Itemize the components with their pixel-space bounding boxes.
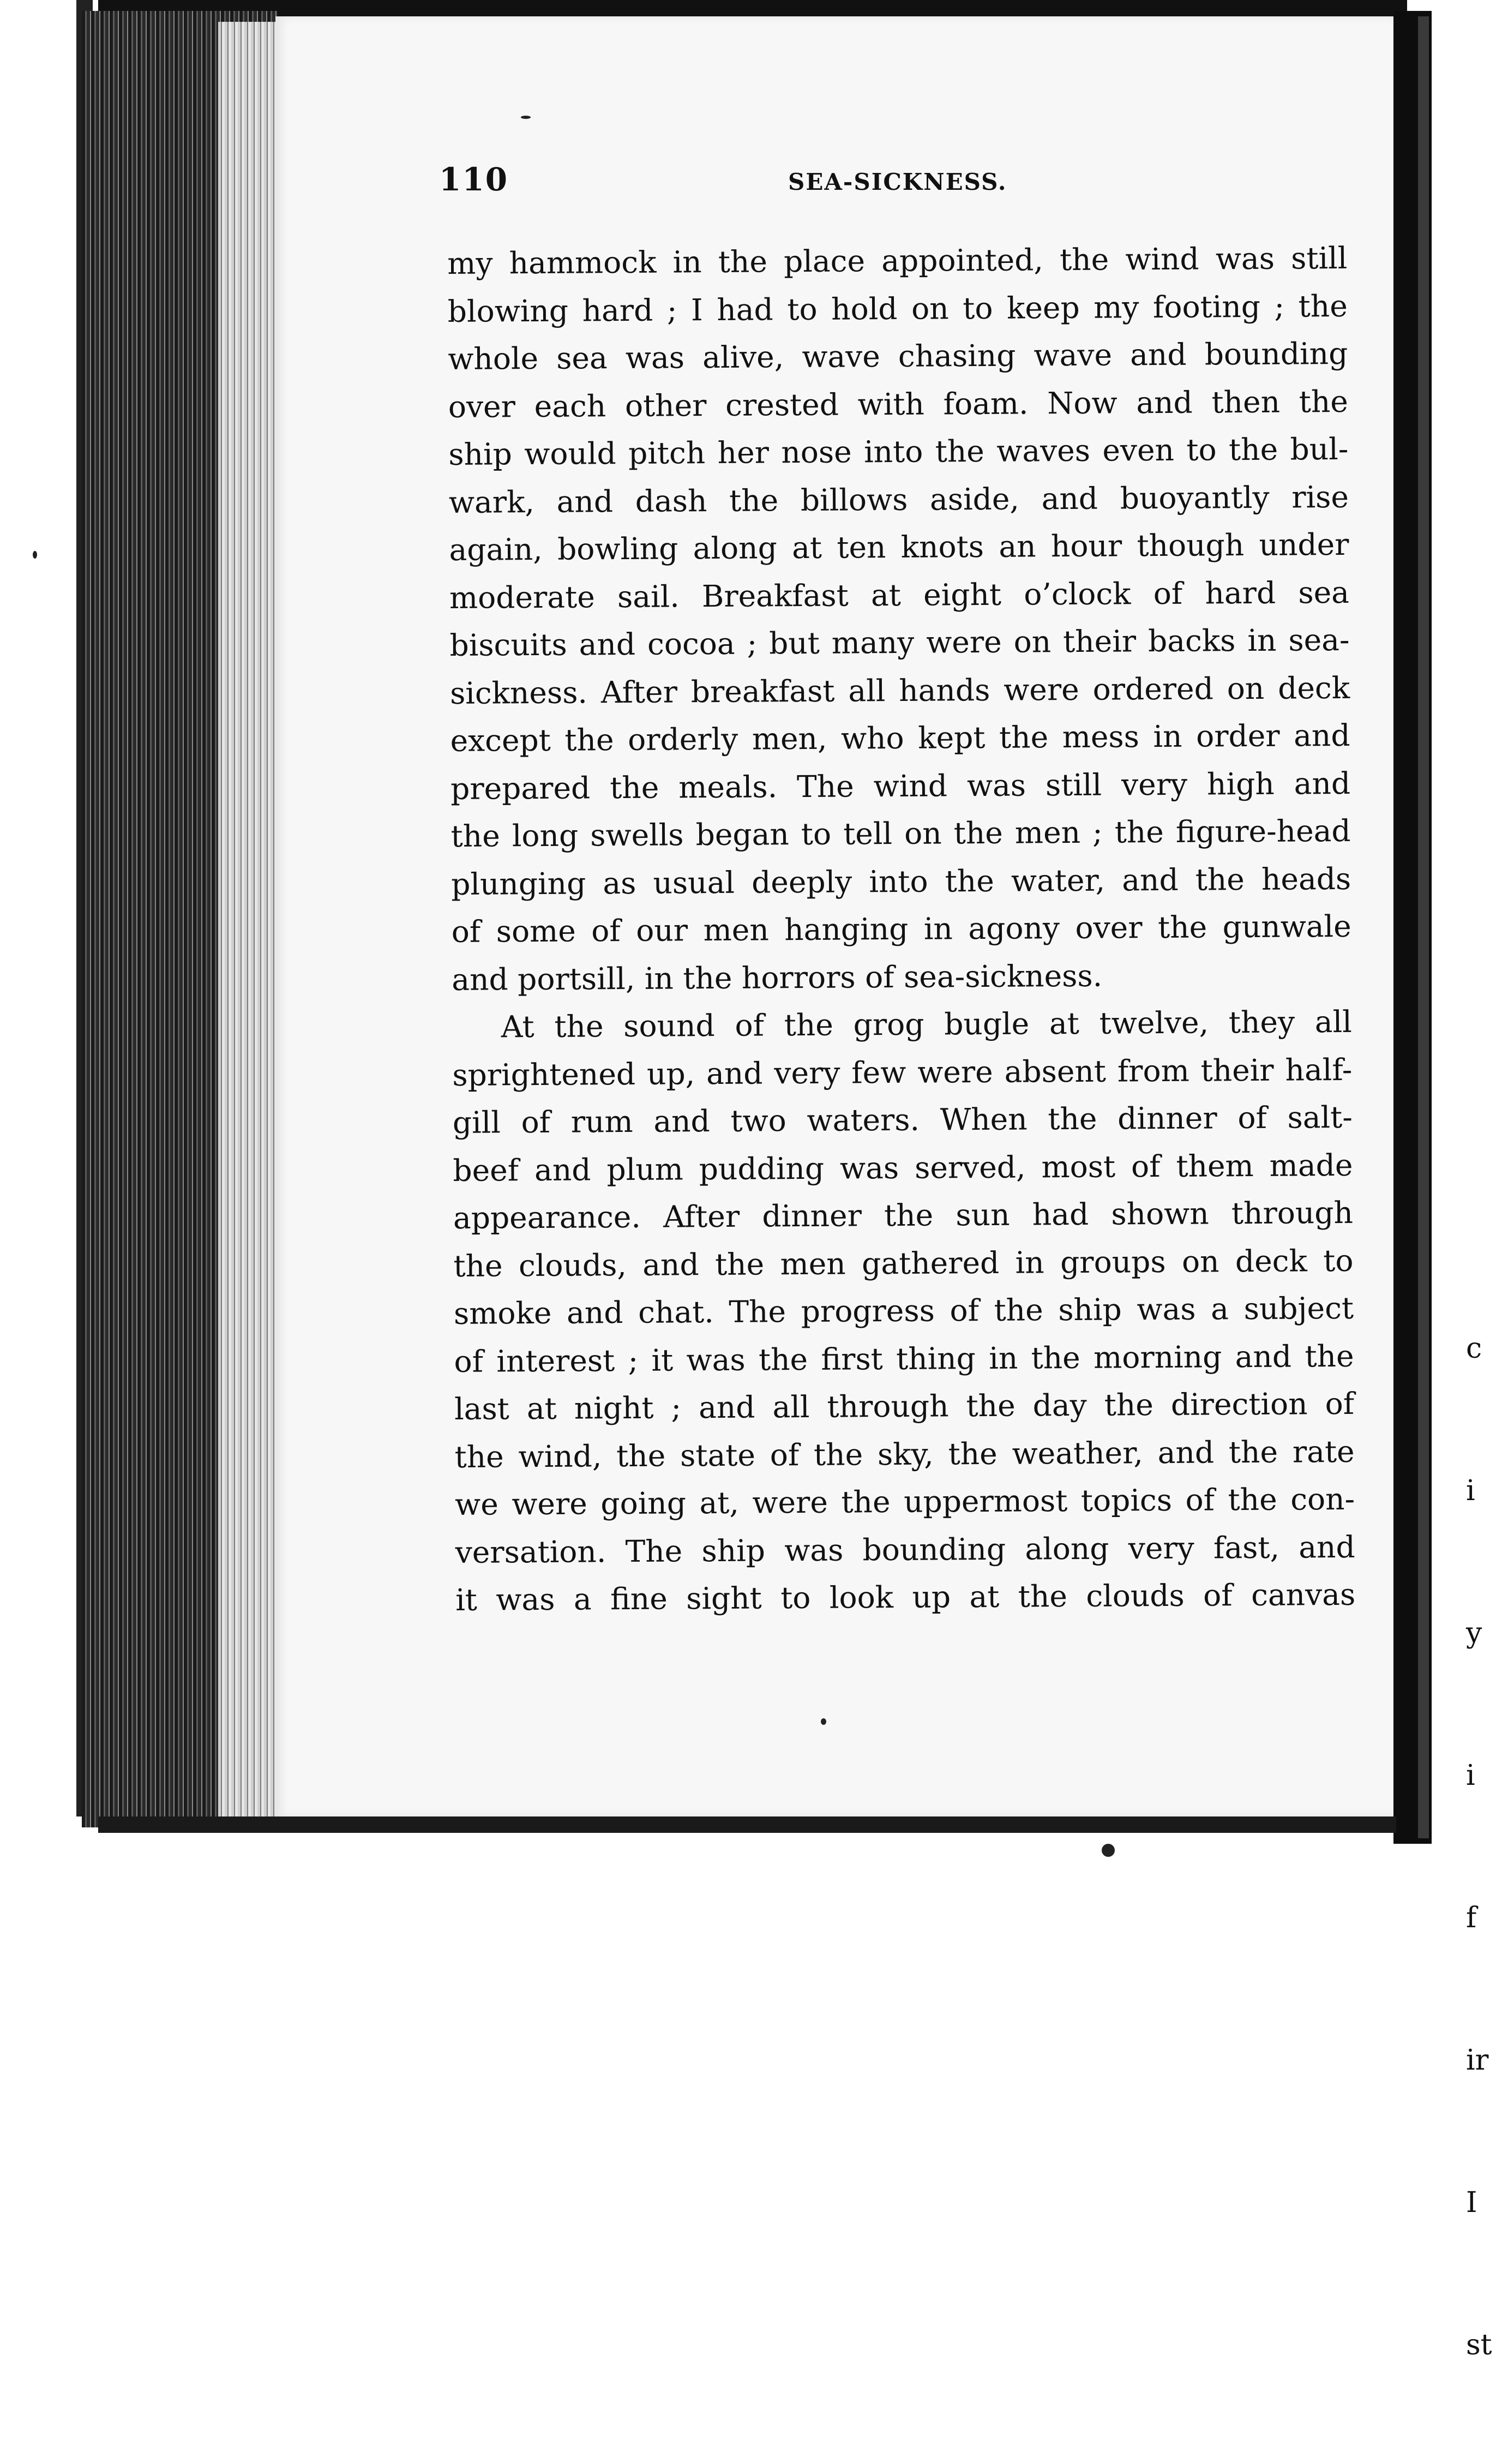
text-line: of interest ; it was the first thing in the morning and the — [454, 1338, 1354, 1379]
paragraph-start-line: At the sound of the grog bugle at twelve, they all — [501, 1004, 1352, 1045]
text-line: sickness. After breakfast all hands were ordered on deck — [449, 670, 1350, 711]
adjacent-page-fragment: i — [1466, 1759, 1475, 1792]
scan-speck — [821, 1718, 826, 1725]
text-line: beef and plum pudding was served, most of them made — [453, 1147, 1353, 1188]
text-line: blowing hard ; I had to hold on to keep my footing ; the — [447, 288, 1348, 329]
text-line: the clouds, and the men gathered in groups on deck to — [453, 1243, 1354, 1284]
adjacent-page-fragment: i — [1466, 1474, 1475, 1507]
adjacent-page-fragment: y — [1466, 1617, 1482, 1650]
book-cover-bottom-edge — [98, 1816, 1396, 1833]
text-line: versation. The ship was bounding along very fast, and — [455, 1529, 1355, 1570]
text-line: biscuits and cocoa ; but many were on their backs in sea- — [449, 622, 1350, 663]
text-line: wark, and dash the billows aside, and buoyantly rise — [448, 479, 1349, 520]
text-line: it was a fine sight to look up at the clouds of canvas — [455, 1576, 1356, 1617]
text-line: the wind, the state of the sky, the weather, and the rate — [454, 1434, 1355, 1474]
text-line: sprightened up, and very few were absent from their half- — [452, 1052, 1353, 1093]
body-text — [447, 235, 1355, 1624]
running-head — [439, 161, 1339, 205]
running-head-title: SEA-SICKNESS. — [788, 169, 1007, 195]
text-line: plunging as usual deeply into the water, and the heads — [451, 861, 1351, 902]
text-line: except the orderly men, who kept the mess in order and — [450, 717, 1350, 758]
text-line: again, bowling along at ten knots an hour though under — [449, 526, 1349, 567]
adjacent-page-fragment: I — [1466, 2186, 1477, 2219]
text-line: whole sea was alive, wave chasing wave and bounding — [448, 335, 1348, 376]
text-line: my hammock in the place appointed, the wind was still — [447, 240, 1348, 281]
adjacent-page-fragment: st — [1466, 2329, 1492, 2361]
page-block-light-edges — [218, 22, 278, 1822]
scan-speck — [11, 1418, 33, 1462]
adjacent-page-fragment: f — [1466, 1902, 1477, 1934]
adjacent-page-fragment: ir — [1466, 2044, 1489, 2077]
text-line: the long swells began to tell on the men ; the figure-head — [450, 813, 1351, 854]
text-line: moderate sail. Breakfast at eight o’clock of hard sea — [449, 574, 1350, 615]
adjacent-page-fragment: c — [1466, 1332, 1482, 1365]
adjacent-page-text-fragments — [1466, 1230, 1502, 2464]
binding-gutter-edge — [1418, 16, 1429, 1838]
text-line: over each other crested with foam. Now and then the — [448, 383, 1349, 424]
scan-speck — [521, 116, 531, 119]
scan-speck — [33, 551, 37, 559]
text-line: prepared the meals. The wind was still very high and — [450, 765, 1351, 806]
paragraph-end-line: and portsill, in the horrors of sea-sickness. — [452, 958, 1103, 997]
page-number: 110 — [439, 161, 509, 198]
book-cover-top-edge — [98, 0, 1407, 16]
text-line: ship would pitch her nose into the waves even to the bul- — [448, 431, 1349, 472]
text-line: appearance. After dinner the sun had shown through — [453, 1195, 1354, 1236]
text-line: of some of our men hanging in agony over the gunwale — [451, 908, 1351, 949]
scan-speck — [1102, 1844, 1115, 1857]
text-line: smoke and chat. The progress of the ship was a subject — [453, 1290, 1354, 1331]
text-line: last at night ; and all through the day the direction of — [454, 1386, 1355, 1426]
text-line: we were going at, were the uppermost topics of the con- — [454, 1481, 1355, 1522]
text-line: gill of rum and two waters. When the dinner of salt- — [452, 1099, 1353, 1140]
